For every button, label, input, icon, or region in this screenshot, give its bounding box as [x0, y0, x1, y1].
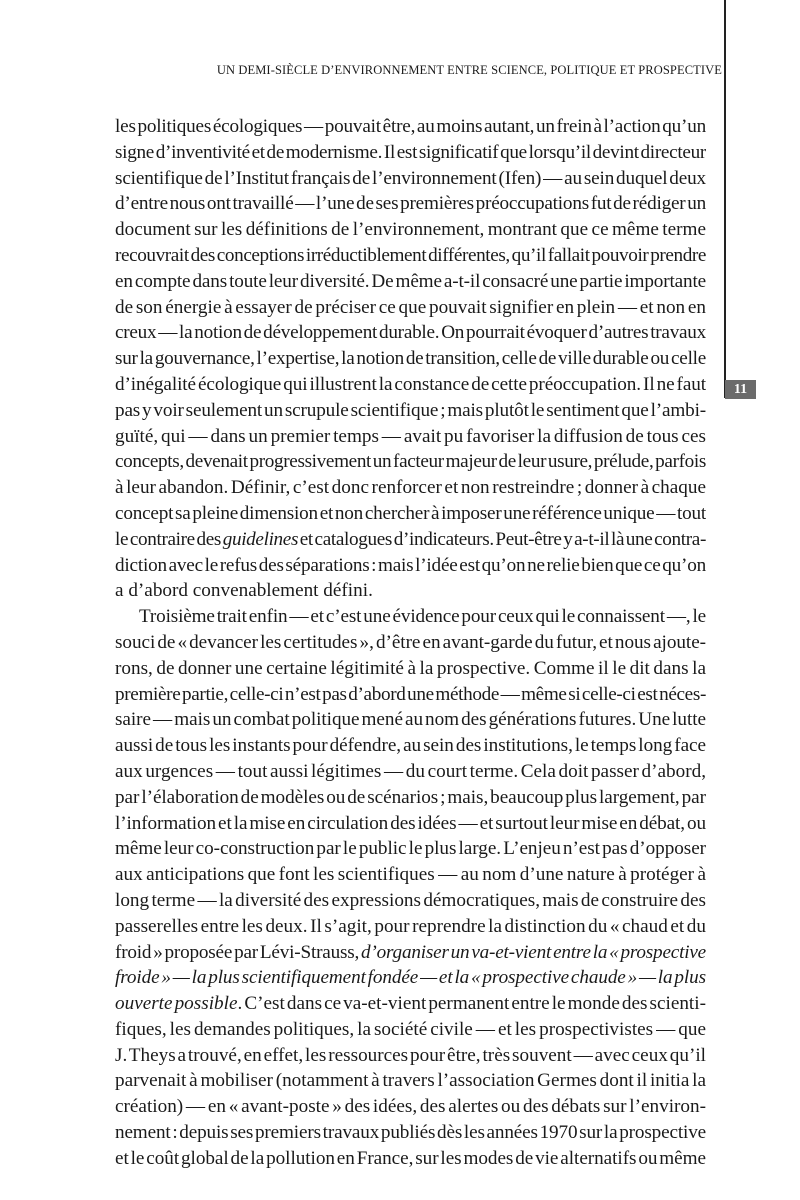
text-line	[115, 940, 706, 966]
text-span: a d’abord convenablement défini.	[115, 580, 373, 602]
text-line	[115, 320, 706, 346]
text-span: scientifique de l’Institut français de l’environnement (Ifen) — au sein duquel deux	[115, 167, 706, 189]
text-line	[115, 1017, 706, 1043]
text-span: aussi de tous les instants pour défendre, au sein des institutions, le temps long face	[115, 735, 706, 757]
text-line	[115, 707, 706, 733]
text-span: souci de « devancer les certitudes », d’être en avant-garde du futur, et nous ajoute-	[115, 631, 706, 653]
text-line	[115, 346, 706, 372]
text-line	[115, 862, 706, 888]
text-line	[115, 836, 706, 862]
text-span: de son énergie à essayer de préciser ce que pouvait signifier en plein — et non en	[115, 296, 706, 318]
text-span: d’entre nous ont travaillé — l’une de ses premières préoccupations fut de rédiger un	[115, 193, 706, 215]
text-span: pas y voir seulement un scrupule scientifique ; mais plutôt le sentiment que l’ambi-	[115, 399, 706, 421]
text-line	[115, 269, 706, 295]
text-line	[115, 217, 706, 243]
text-span: concept sa pleine dimension et non chercher à imposer une référence unique — tout	[115, 502, 706, 524]
text-span: J. Theys a trouvé, en effet, les ressources pour être, très souvent — avec ceux qu’il	[115, 1044, 706, 1066]
text-line	[115, 759, 706, 785]
italic-text: froide » — la plus scientifiquement fondée — et la « prospective chaude » — la plus	[115, 967, 706, 989]
running-header: UN DEMI-SIÈCLE D’ENVIRONNEMENT ENTRE SCIENCE, POLITIQUE ET PROSPECTIVE	[216, 63, 722, 77]
text-line	[115, 398, 706, 424]
text-span: aux anticipations que font les scientifiques — au nom d’une nature à protéger à	[115, 864, 706, 886]
text-span: et catalogues d’indicateurs. Peut-être y a-t-il là une contra-	[298, 528, 706, 550]
text-span: passerelles entre les deux. Il s’agit, pour reprendre la distinction du « chaud et du	[115, 915, 706, 937]
text-span: le contraire des	[115, 528, 223, 550]
text-span: par l’élaboration de modèles ou de scénarios ; mais, beaucoup plus largement, par	[115, 786, 706, 808]
text-span: creux — la notion de développement durable. On pourrait évoquer d’autres travaux	[115, 322, 706, 344]
text-span: et le coût global de la pollution en France, sur les modes de vie alternatifs ou même	[115, 1147, 706, 1169]
text-span: signe d’inventivité et de modernisme. Il est significatif que lorsqu’il devint directeur	[115, 141, 706, 163]
text-span: recouvrait des conceptions irréductiblement différentes, qu’il fallait pouvoir prendre	[115, 244, 706, 266]
text-span: première partie, celle-ci n’est pas d’abord une méthode — même si celle-ci est néces-	[115, 683, 706, 705]
text-line	[115, 1146, 706, 1172]
text-line	[115, 475, 706, 501]
text-line	[115, 501, 706, 527]
text-span: nement : depuis ses premiers travaux publiés dès les années 1970 sur la prospective	[115, 1122, 706, 1144]
text-span: l’information et la mise en circulation des idées — et surtout leur mise en débat, ou	[115, 812, 706, 834]
text-line	[115, 1068, 706, 1094]
text-line	[115, 811, 706, 837]
italic-text: d’organiser un va-et-vient entre la « prospective	[361, 941, 706, 963]
text-line	[115, 965, 706, 991]
body-text	[115, 114, 706, 1172]
text-line	[115, 553, 706, 579]
text-span: rons, de donner une certaine légitimité à la prospective. Comme il le dit dans la	[115, 657, 706, 679]
text-line	[115, 527, 706, 553]
text-span: guïté, qui — dans un premier temps — avait pu favoriser la diffusion de tous ces	[115, 425, 706, 447]
text-span: fiques, les demandes politiques, la société civile — et les prospectivistes — que	[115, 1018, 706, 1040]
text-span: en compte dans toute leur diversité. De même a-t-il consacré une partie importante	[115, 270, 706, 292]
italic-text: ouverte possible	[115, 993, 238, 1015]
text-line	[115, 682, 706, 708]
text-span: parvenait à mobiliser (notamment à travers l’association Germes dont il initia la	[115, 1070, 706, 1092]
text-span: diction avec le refus des séparations : mais l’idée est qu’on ne relie bien que ce qu’on	[115, 554, 706, 576]
page-number: 11	[725, 380, 756, 399]
italic-text: guidelines	[222, 528, 299, 550]
text-line	[115, 991, 706, 1017]
text-line	[115, 888, 706, 914]
text-span: même leur co-construction par le public le plus large. L’enjeu n’est pas d’opposer	[115, 838, 706, 860]
text-span: Troisième trait enfin — et c’est une évidence pour ceux qui le connaissent —, le	[139, 606, 706, 628]
text-line	[115, 166, 706, 192]
text-span: long terme — la diversité des expressions démocratiques, mais de construire des	[115, 889, 706, 911]
text-line	[115, 449, 706, 475]
text-span: d’inégalité écologique qui illustrent la constance de cette préoccupation. Il ne faut	[115, 373, 706, 395]
text-line	[115, 785, 706, 811]
text-line	[115, 914, 706, 940]
text-line	[115, 114, 706, 140]
text-span: saire — mais un combat politique mené au nom des générations futures. Une lutte	[115, 709, 706, 731]
text-line	[115, 604, 706, 630]
text-span: les politiques écologiques — pouvait être, au moins autant, un frein à l’action qu’un	[115, 116, 706, 137]
text-span: froid » proposée par Lévi-Strauss,	[115, 941, 362, 963]
text-line	[115, 140, 706, 166]
text-line	[115, 295, 706, 321]
text-span: sur la gouvernance, l’expertise, la notion de transition, celle de ville durable ou celle	[115, 348, 706, 370]
text-line	[115, 733, 706, 759]
text-span: aux urgences — tout aussi légitimes — du court terme. Cela doit passer d’abord,	[115, 760, 706, 782]
text-line	[115, 372, 706, 398]
text-line	[115, 656, 706, 682]
text-span: à leur abandon. Définir, c’est donc renforcer et non restreindre ; donner à chaque	[115, 477, 706, 499]
text-line	[115, 243, 706, 269]
text-span: document sur les définitions de l’environnement, montrant que ce même terme	[115, 219, 706, 241]
text-line	[115, 1094, 706, 1120]
text-line	[115, 191, 706, 217]
text-line	[115, 578, 706, 604]
text-span: création) — en « avant-poste » des idées, des alertes ou des débats sur l’environ-	[115, 1096, 706, 1118]
text-span: . C’est dans ce va-et-vient permanent entre le monde des scienti-	[237, 993, 706, 1015]
text-span: concepts, devenait progressivement un facteur majeur de leur usure, prélude, parfois	[115, 451, 706, 473]
text-line	[115, 1043, 706, 1069]
text-line	[115, 424, 706, 450]
text-line	[115, 1120, 706, 1146]
margin-rule	[724, 0, 726, 398]
text-line	[115, 630, 706, 656]
